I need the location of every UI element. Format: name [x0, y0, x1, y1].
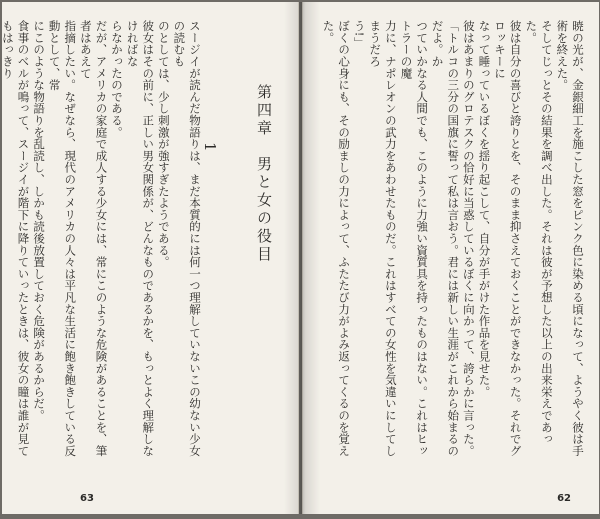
chapter-heading: [194, 84, 274, 384]
section-number: 1: [201, 142, 219, 152]
page-number: 63: [80, 493, 94, 504]
text-line: なって睡っているぼくを揺り起こして、自分が手がけた作品を見せた。: [477, 20, 492, 398]
text-line: そしてじっとその結果を調べ出した。それは彼が予想した以上の出来栄えであった。: [524, 20, 554, 445]
right-page: [302, 2, 599, 514]
text-line: 暁の光が、金銀細工を施こした窓をピンク色に染める頃になって、ようやく彼は手術を終えた。: [555, 20, 585, 457]
text-line: 彼女はその前に、正しい男女関係が、どんなものであるかを、もっとよく理解しなければな: [125, 20, 156, 457]
left-page-body: [0, 20, 202, 466]
chapter-title: 第四章 男と女の役目: [255, 84, 273, 264]
text-line: つていかなる人間でも、このように力強い資質具を持ったものはない。これはヒットラーの魔: [399, 20, 430, 457]
text-line: 力に、ナポレオンの武力をあわせたものだ。これはすべての女性を気違いにしてしまうだろ: [368, 20, 398, 457]
text-line: だが、アメリカの家庭で成人する少女には、常にこのような危険があることを、筆者はあえて: [78, 20, 109, 457]
left-page: [2, 2, 299, 514]
text-line: のとしては、少し刺激が強すぎたようである。: [156, 20, 171, 268]
text-line: 「トルコの三分の国旗に誓って私は言おう。君には新しい生涯がこれから始まるのだよ。か: [430, 20, 461, 457]
text-line: ぼくの心身にも、その励ましの力によって、ふたたび力がよみ返ってくるのを覚えた。: [321, 20, 352, 457]
text-line: う!」: [352, 20, 367, 49]
text-line: 彼はあまりのグロテスクの恰好に当惑しているぼくに向かって、誇らかに言った。: [461, 20, 476, 457]
text-line: にこのような物語りを乱読し、しかも読後放置しておく危険があるからだ。: [32, 20, 47, 422]
text-line: 彼は自分の喜びと誇りとを、そのまま抑さえておくことができなかった。それでグロッキーに: [493, 20, 523, 457]
right-page-body: [315, 20, 585, 466]
text-line: スージイが読んだ物語りは、まだ本質的には何一つ理解していないこの幼ない少女の読むも: [172, 20, 202, 457]
text-line: らなかったのである。: [110, 20, 125, 138]
text-line: 指摘したい。なぜなら、現代のアメリカの人々は平凡な生活に飽き飽きしている反動として、常: [47, 20, 78, 457]
page-number: 62: [557, 493, 571, 504]
text-line: 食事のベルが鳴って、スージイが階下に降りていったときは、彼女の瞳は誰が見てもはっきり: [0, 20, 31, 457]
